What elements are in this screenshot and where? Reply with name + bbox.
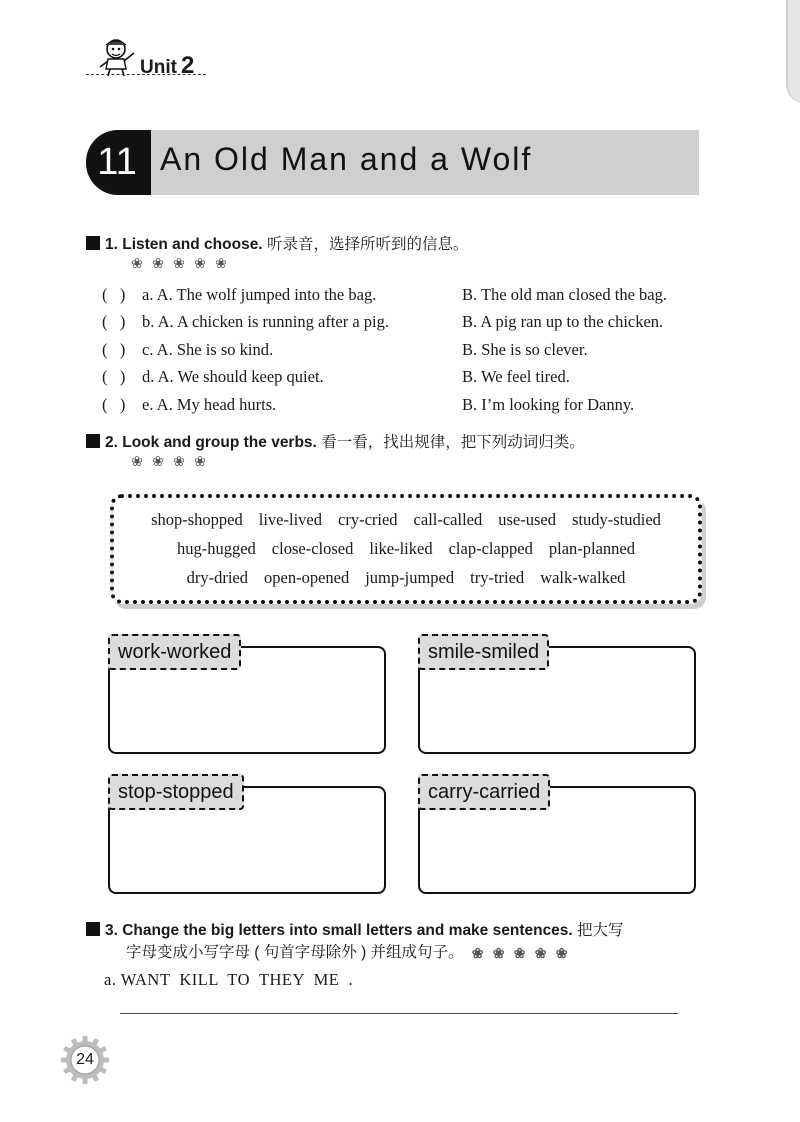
verb-pair: hug-hugged — [176, 539, 256, 558]
option-b: B. She is so clever. — [462, 340, 588, 359]
header-divider — [86, 74, 206, 75]
answer-line[interactable] — [120, 1013, 678, 1014]
answer-blank[interactable]: ( ) — [102, 367, 126, 386]
verb-pair: dry-dried — [186, 568, 248, 587]
section2-heading-cn: 看一看，找出规律，把下列动词归类。 — [321, 434, 585, 451]
section3-heading — [86, 920, 706, 964]
bug-icon: ❀ — [173, 257, 185, 272]
listening-row — [102, 340, 702, 362]
unit-number: 2 — [180, 52, 195, 79]
verb-pair: live-lived — [258, 510, 322, 529]
answer-blank[interactable]: ( ) — [102, 285, 126, 304]
section3-heading-cn-1: 把大写 — [577, 922, 624, 939]
word-bank-line — [114, 568, 698, 588]
section-bullet-icon — [86, 434, 100, 448]
bug-icon: ❀ — [513, 945, 526, 961]
answer-blank[interactable]: ( ) — [102, 312, 126, 331]
difficulty-rating — [468, 946, 572, 960]
option-b: B. We feel tired. — [462, 367, 570, 386]
option-b: B. The old man closed the bag. — [462, 285, 667, 304]
verb-pair: call-called — [413, 510, 483, 529]
verb-pair: open-opened — [264, 568, 350, 587]
group-label-smiled: smile-smiled — [418, 634, 549, 670]
cartoon-boy-icon — [92, 35, 140, 77]
option-a: e. A. My head hurts. — [142, 395, 277, 414]
listening-row — [102, 395, 702, 417]
verb-pair: jump-jumped — [365, 568, 455, 587]
verb-pair: close-closed — [271, 539, 354, 558]
bug-icon: ❀ — [534, 945, 547, 961]
section2-heading — [86, 430, 585, 452]
bug-icon: ❀ — [152, 455, 164, 470]
bug-icon: ❀ — [492, 945, 505, 961]
bug-icon: ❀ — [471, 945, 484, 961]
section3-heading-en: 3. Change the big letters into small letters and make sentences. — [105, 922, 573, 939]
group-label-stopped: stop-stopped — [108, 774, 244, 810]
option-a: d. A. We should keep quiet. — [142, 367, 324, 386]
verb-pair: use-used — [498, 510, 556, 529]
option-b: B. I’m looking for Danny. — [462, 395, 635, 414]
section-bullet-icon — [86, 236, 100, 250]
verb-pair: try-tried — [470, 568, 525, 587]
verb-pair: clap-clapped — [448, 539, 533, 558]
option-a: a. A. The wolf jumped into the bag. — [142, 285, 377, 304]
bug-icon: ❀ — [131, 257, 143, 272]
bug-icon: ❀ — [173, 455, 185, 470]
bug-icon: ❀ — [555, 945, 568, 961]
bug-icon: ❀ — [194, 455, 206, 470]
answer-blank[interactable]: ( ) — [102, 340, 126, 359]
section-bullet-icon — [86, 922, 100, 936]
unit-label — [140, 52, 194, 80]
option-b: B. A pig ran up to the chicken. — [462, 312, 664, 331]
group-label-worked: work-worked — [108, 634, 241, 670]
section1-heading — [86, 232, 468, 254]
verb-pair: like-liked — [369, 539, 433, 558]
listening-row — [102, 312, 702, 334]
bug-icon: ❀ — [215, 257, 227, 272]
page-number: 24 — [76, 1051, 94, 1068]
word-bank-line — [114, 539, 698, 559]
unit-word: Unit — [140, 57, 177, 78]
verb-pair: shop-shopped — [151, 510, 243, 529]
verb-pair: cry-cried — [338, 510, 398, 529]
bug-icon: ❀ — [131, 455, 143, 470]
answer-blank[interactable]: ( ) — [102, 395, 126, 414]
verb-pair: walk-walked — [540, 568, 626, 587]
option-a: c. A. She is so kind. — [142, 340, 274, 359]
difficulty-rating — [127, 258, 231, 272]
difficulty-rating — [127, 456, 210, 470]
listening-row — [102, 285, 702, 307]
listening-row — [102, 367, 702, 389]
bug-icon: ❀ — [194, 257, 206, 272]
page-edge-tab — [786, 0, 800, 104]
option-a: b. A. A chicken is running after a pig. — [142, 312, 389, 331]
bug-icon: ❀ — [152, 257, 164, 272]
word-bank-line — [114, 510, 698, 530]
section1-heading-en: 1. Listen and choose. — [105, 236, 263, 253]
verb-word-bank — [110, 494, 702, 604]
section3-heading-cn-2: 字母变成小写字母 ( 句首字母除外 ) 并组成句子。 — [126, 944, 464, 961]
lesson-title: An Old Man and a Wolf — [160, 141, 533, 177]
section2-heading-en: 2. Look and group the verbs. — [105, 434, 317, 451]
lesson-number-badge: 11 — [86, 130, 148, 195]
group-label-carried: carry-carried — [418, 774, 550, 810]
verb-pair: study-studied — [571, 510, 661, 529]
verb-pair: plan-planned — [548, 539, 636, 558]
section1-heading-cn: 听录音，选择所听到的信息。 — [266, 236, 469, 253]
question-a: a. WANT KILL TO THEY ME . — [104, 970, 354, 989]
